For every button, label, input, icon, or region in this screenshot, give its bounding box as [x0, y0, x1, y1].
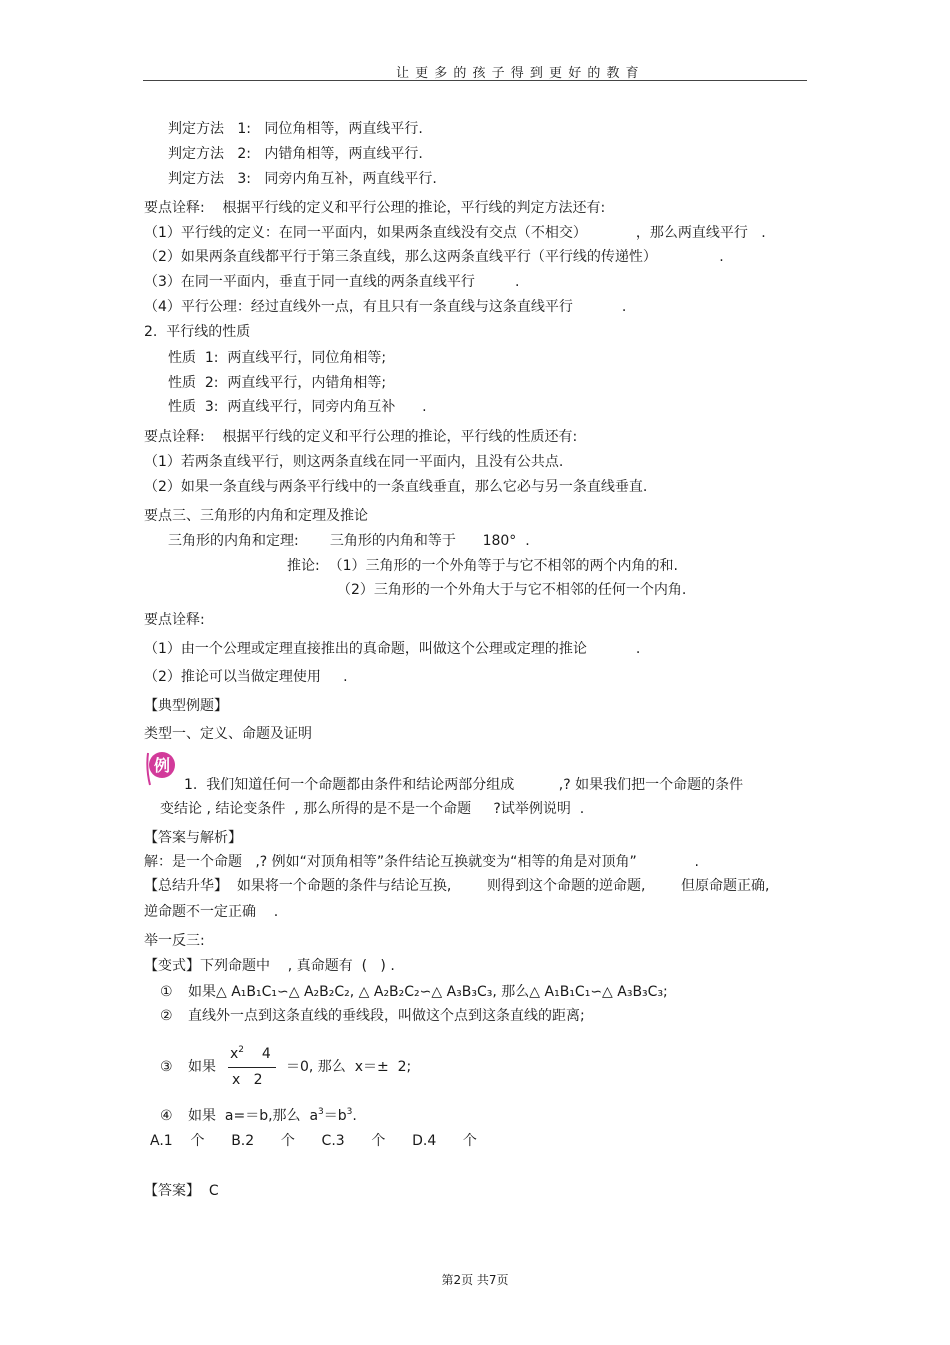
header-rule	[143, 80, 807, 81]
header-slogan: 让 更 多 的 孩 子 得 到 更 好 的 教 育	[396, 66, 640, 81]
item-text: ＝0, 那么 x＝± 2;	[286, 1059, 412, 1075]
fraction-bar	[228, 1067, 276, 1068]
text-line: （4）平行公理：经过直线外一点，有且只有一条直线与这条直线平行 .	[144, 299, 627, 315]
item-text: 如果	[188, 1059, 216, 1075]
text-line: 【总结升华】 如果将一个命题的条件与结论互换, 则得到这个命题的逆命题, 但原命题正确,	[144, 878, 770, 894]
text-line: （3）在同一平面内，垂直于同一直线的两条直线平行 .	[144, 274, 520, 290]
text-line: （1）若两条直线平行，则这两条直线在同一平面内，且没有公共点.	[144, 454, 564, 470]
section-heading: 2. 平行线的性质	[144, 324, 251, 340]
text-line: 举一反三:	[144, 933, 205, 949]
text-line: 要点诠释: 根据平行线的定义和平行公理的推论，平行线的性质还有:	[144, 429, 578, 445]
text-line: 1. 我们知道任何一个命题都由条件和结论两部分组成 ,? 如果我们把一个命题的条件	[184, 777, 744, 793]
text-line: 判定方法 3: 同旁内角互补，两直线平行.	[168, 171, 437, 187]
item-text: 直线外一点到这条直线的垂线段，叫做这个点到这条直线的距离;	[188, 1008, 585, 1024]
item-marker: ③	[160, 1059, 173, 1075]
text-line: （2）推论可以当做定理使用 .	[144, 669, 348, 685]
text-line: （2）三角形的一个外角大于与它不相邻的任何一个内角.	[337, 582, 687, 598]
item-marker: ②	[160, 1008, 173, 1024]
text-line: 类型一、定义、命题及证明	[144, 726, 312, 742]
text-line: 性质 3: 两直线平行，同旁内角互补 .	[168, 399, 427, 415]
text-line: 判定方法 2: 内错角相等，两直线平行.	[168, 146, 423, 162]
text-line: （2）如果一条直线与两条平行线中的一条直线垂直，那么它必与另一条直线垂直.	[144, 479, 648, 495]
text-line: 三角形的内角和定理: 三角形的内角和等于 180° .	[168, 533, 530, 549]
page-footer: 第2页 共7页	[441, 1273, 509, 1287]
section-heading: 【典型例题】	[144, 698, 228, 714]
text-line: （1）平行线的定义：在同一平面内，如果两条直线没有交点（不相交） ，那么两直线平行 .	[144, 225, 766, 241]
example-icon-label: 例	[153, 756, 171, 775]
text-line: （1）由一个公理或定理直接推出的真命题，叫做这个公理或定理的推论 .	[144, 641, 641, 657]
text-line: 逆命题不一定正确 .	[144, 904, 279, 920]
text-line: 变结论 , 结论变条件 , 那么所得的是不是一个命题 ?试举例说明 .	[160, 801, 585, 817]
answer-options: A.1 个 B.2 个 C.3 个 D.4 个	[150, 1133, 477, 1149]
example-icon	[144, 749, 180, 789]
section-heading: 要点三、三角形的内角和定理及推论	[144, 508, 368, 524]
text-line: 性质 2: 两直线平行，内错角相等;	[168, 375, 387, 391]
item-marker: ①	[160, 984, 173, 1000]
text-line: 要点诠释: 根据平行线的定义和平行公理的推论，平行线的判定方法还有:	[144, 200, 606, 216]
text-line: 解：是一个命题 ,? 例如“对顶角相等”条件结论互换就变为“相等的角是对顶角” .	[144, 854, 699, 870]
fraction	[228, 1046, 276, 1092]
item-text: 如果△ A₁B₁C₁∽△ A₂B₂C₂, △ A₂B₂C₂∽△ A₃B₃C₃, 那么△ A₁B₁C₁∽△ A₃B₃C₃;	[188, 984, 668, 1000]
answer-label: 【答案】 C	[144, 1183, 219, 1199]
text-line: 推论: （1）三角形的一个外角等于与它不相邻的两个内角的和.	[287, 558, 678, 574]
fraction-denominator: x 2	[232, 1072, 263, 1088]
section-heading: 【答案与解析】	[144, 830, 242, 846]
text-line: 判定方法 1: 同位角相等，两直线平行.	[168, 121, 423, 137]
text-line: 要点诠释:	[144, 612, 205, 628]
text-line: 【变式】下列命题中 , 真命题有 ( ) .	[144, 958, 395, 974]
text-line: 性质 1: 两直线平行，同位角相等;	[168, 350, 387, 366]
item-text: 如果 a=＝b,那么 $a^3=b^3$.	[188, 1107, 357, 1124]
item-marker: ④	[160, 1108, 173, 1124]
fraction-numerator: $x^2$ 4	[230, 1045, 271, 1062]
text-line: （2）如果两条直线都平行于第三条直线，那么这两条直线平行（平行线的传递性） .	[144, 249, 724, 265]
